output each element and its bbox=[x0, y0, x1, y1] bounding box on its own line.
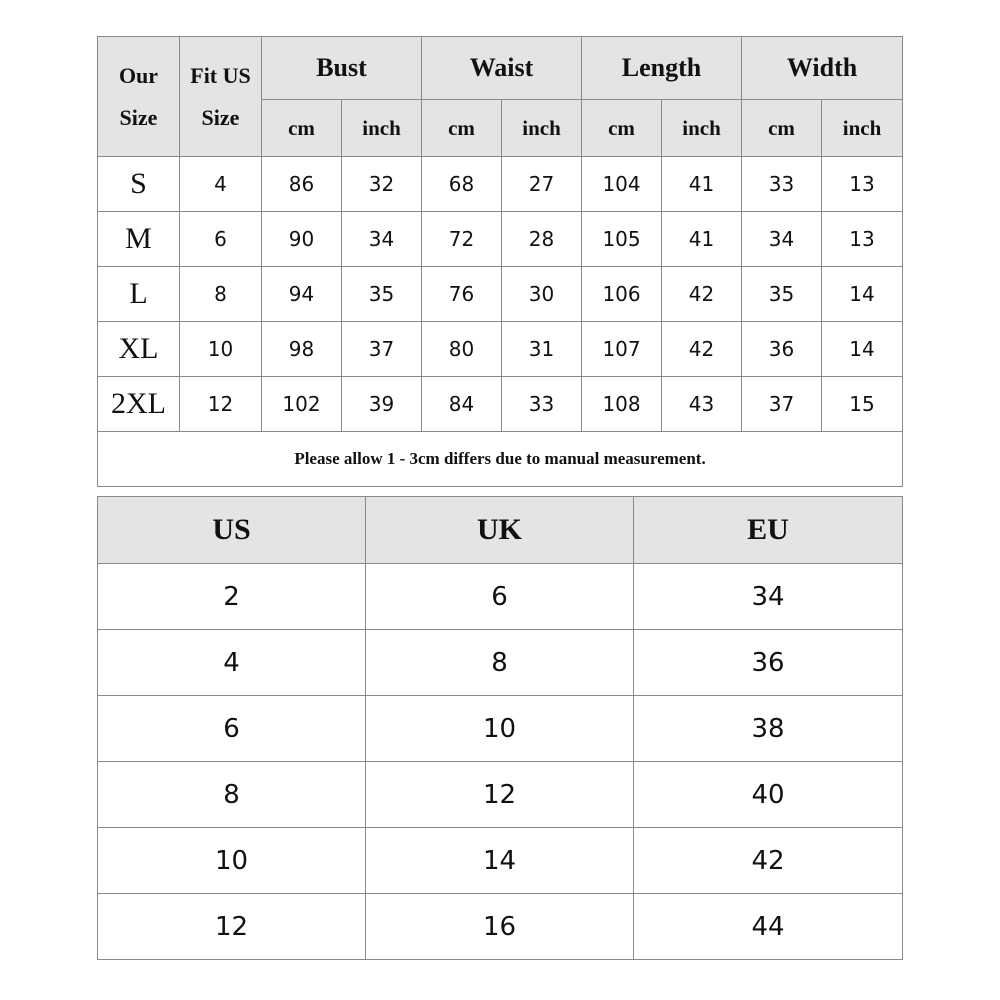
conversion-row bbox=[98, 894, 903, 960]
unit-header: cm bbox=[582, 100, 662, 157]
measurement-value: 105 bbox=[582, 212, 662, 267]
measurement-value: 84 bbox=[422, 377, 502, 432]
measurement-value: 14 bbox=[822, 267, 903, 322]
size-label: S bbox=[98, 157, 180, 212]
header-fit-us-size: Fit US Size bbox=[180, 37, 262, 157]
measurement-value: 33 bbox=[502, 377, 582, 432]
us-size-value: 12 bbox=[98, 894, 366, 960]
unit-header: inch bbox=[662, 100, 742, 157]
size-label: XL bbox=[98, 322, 180, 377]
measurement-value: 90 bbox=[262, 212, 342, 267]
conversion-row bbox=[98, 762, 903, 828]
measurement-value: 37 bbox=[742, 377, 822, 432]
measurement-value: 68 bbox=[422, 157, 502, 212]
measurement-value: 41 bbox=[662, 212, 742, 267]
unit-header: cm bbox=[422, 100, 502, 157]
size-chart-table bbox=[97, 36, 903, 487]
fit-us-size-value: 12 bbox=[180, 377, 262, 432]
eu-size-value: 34 bbox=[634, 564, 903, 630]
measurement-value: 86 bbox=[262, 157, 342, 212]
size-label: L bbox=[98, 267, 180, 322]
uk-size-value: 8 bbox=[366, 630, 634, 696]
measurement-value: 30 bbox=[502, 267, 582, 322]
size-row bbox=[98, 157, 903, 212]
unit-header: cm bbox=[742, 100, 822, 157]
measurement-value: 32 bbox=[342, 157, 422, 212]
size-row bbox=[98, 322, 903, 377]
measurement-value: 42 bbox=[662, 267, 742, 322]
measurement-value: 14 bbox=[822, 322, 903, 377]
header-our-size: Our Size bbox=[98, 37, 180, 157]
measurement-value: 80 bbox=[422, 322, 502, 377]
uk-size-value: 10 bbox=[366, 696, 634, 762]
measurement-value: 13 bbox=[822, 157, 903, 212]
us-size-value: 8 bbox=[98, 762, 366, 828]
header-us: US bbox=[98, 497, 366, 564]
measurement-value: 34 bbox=[342, 212, 422, 267]
us-size-value: 2 bbox=[98, 564, 366, 630]
measurement-value: 35 bbox=[742, 267, 822, 322]
measurement-value: 72 bbox=[422, 212, 502, 267]
conversion-row bbox=[98, 630, 903, 696]
size-label: M bbox=[98, 212, 180, 267]
measurement-value: 13 bbox=[822, 212, 903, 267]
uk-size-value: 6 bbox=[366, 564, 634, 630]
header-length: Length bbox=[582, 37, 742, 100]
us-size-value: 6 bbox=[98, 696, 366, 762]
unit-header: inch bbox=[502, 100, 582, 157]
fit-us-size-value: 10 bbox=[180, 322, 262, 377]
measurement-value: 104 bbox=[582, 157, 662, 212]
measurement-value: 15 bbox=[822, 377, 903, 432]
conversion-header-row bbox=[98, 497, 903, 564]
measurement-value: 33 bbox=[742, 157, 822, 212]
measurement-value: 31 bbox=[502, 322, 582, 377]
unit-header: inch bbox=[342, 100, 422, 157]
fit-us-size-value: 4 bbox=[180, 157, 262, 212]
uk-size-value: 14 bbox=[366, 828, 634, 894]
measurement-value: 27 bbox=[502, 157, 582, 212]
us-size-value: 4 bbox=[98, 630, 366, 696]
measurement-value: 42 bbox=[662, 322, 742, 377]
header-waist: Waist bbox=[422, 37, 582, 100]
unit-header: inch bbox=[822, 100, 903, 157]
measurement-value: 36 bbox=[742, 322, 822, 377]
size-row bbox=[98, 377, 903, 432]
measurement-value: 94 bbox=[262, 267, 342, 322]
header-eu: EU bbox=[634, 497, 903, 564]
us-size-value: 10 bbox=[98, 828, 366, 894]
measurement-value: 39 bbox=[342, 377, 422, 432]
header-bust: Bust bbox=[262, 37, 422, 100]
size-row bbox=[98, 267, 903, 322]
measurement-value: 98 bbox=[262, 322, 342, 377]
uk-size-value: 12 bbox=[366, 762, 634, 828]
measurement-value: 28 bbox=[502, 212, 582, 267]
header-width: Width bbox=[742, 37, 903, 100]
measurement-value: 41 bbox=[662, 157, 742, 212]
note-row bbox=[98, 432, 903, 487]
size-row bbox=[98, 212, 903, 267]
measurement-value: 108 bbox=[582, 377, 662, 432]
measurement-value: 35 bbox=[342, 267, 422, 322]
size-conversion-table bbox=[97, 496, 903, 960]
size-label: 2XL bbox=[98, 377, 180, 432]
fit-us-size-value: 8 bbox=[180, 267, 262, 322]
measurement-note: Please allow 1 - 3cm differs due to manual measurement. bbox=[98, 432, 903, 487]
uk-size-value: 16 bbox=[366, 894, 634, 960]
eu-size-value: 40 bbox=[634, 762, 903, 828]
measurement-value: 43 bbox=[662, 377, 742, 432]
eu-size-value: 42 bbox=[634, 828, 903, 894]
measurement-value: 76 bbox=[422, 267, 502, 322]
measurement-value: 34 bbox=[742, 212, 822, 267]
size-header-row bbox=[98, 37, 903, 100]
header-uk: UK bbox=[366, 497, 634, 564]
eu-size-value: 44 bbox=[634, 894, 903, 960]
fit-us-size-value: 6 bbox=[180, 212, 262, 267]
eu-size-value: 38 bbox=[634, 696, 903, 762]
measurement-value: 106 bbox=[582, 267, 662, 322]
conversion-row bbox=[98, 564, 903, 630]
conversion-row bbox=[98, 828, 903, 894]
measurement-value: 37 bbox=[342, 322, 422, 377]
measurement-value: 102 bbox=[262, 377, 342, 432]
measurement-value: 107 bbox=[582, 322, 662, 377]
conversion-row bbox=[98, 696, 903, 762]
eu-size-value: 36 bbox=[634, 630, 903, 696]
unit-header: cm bbox=[262, 100, 342, 157]
